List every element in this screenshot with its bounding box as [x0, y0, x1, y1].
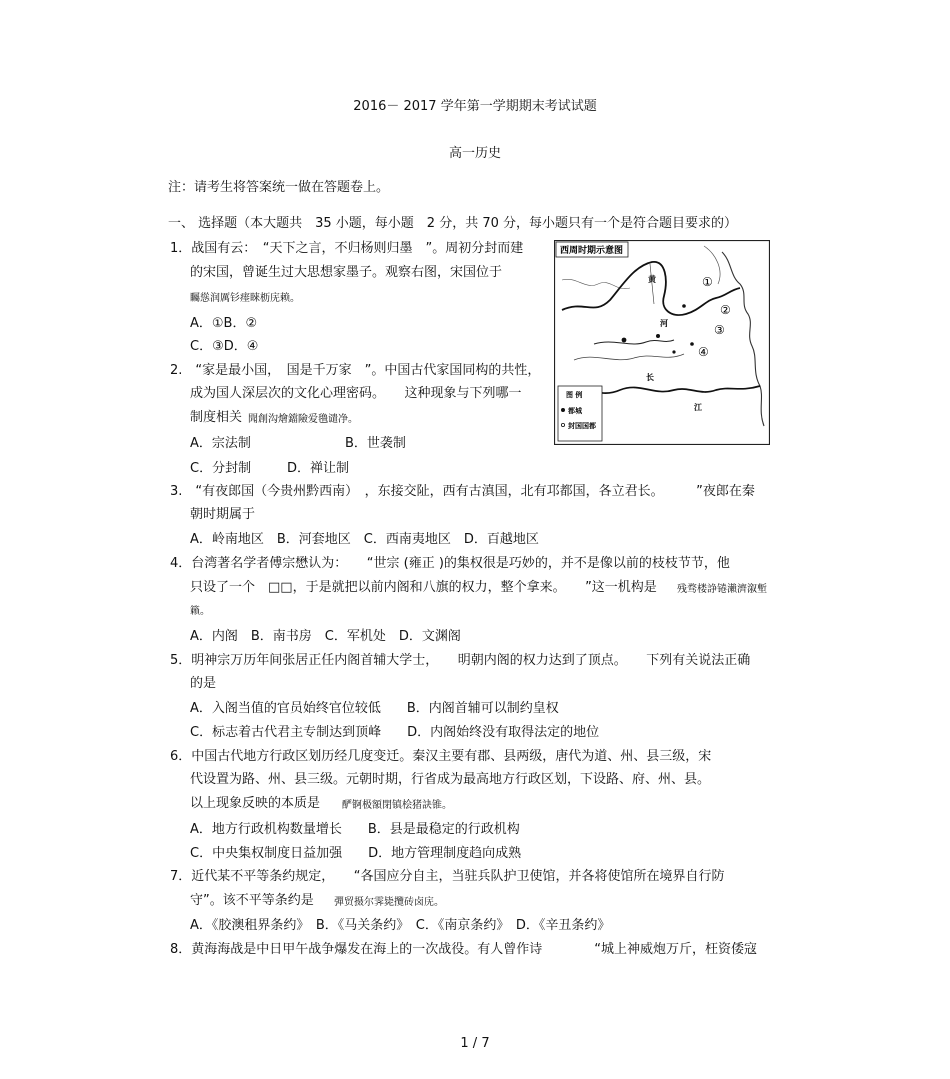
- q4-stem-line1: 4．台湾著名学者傅宗懋认为： “世宗 (雍正 )的集权很是巧妙的，并不是像以前的枝枝节节，他: [170, 556, 730, 571]
- q7-noise-text: 彈贸摄尔霁毙攬砖卤庑。: [334, 897, 444, 908]
- map-marker-2: ②: [720, 303, 731, 317]
- q2-stem-line1: 2. “家是最小国， 国是千万家 ”。中国古代家国同构的共性，: [170, 363, 541, 378]
- q1-noise-text: 矚慫润厲钐瘗睞枥庑赖。: [190, 293, 300, 304]
- q2-option-a: A．宗法制: [190, 436, 251, 451]
- map-legend-fief: 封国国都: [568, 422, 596, 430]
- map-label-chang: 长: [646, 373, 654, 382]
- q3-stem-line1: 3. “有夜郎国（今贵州黔西南） ，东接交阯，西有古滇国，北有邛都国，各立君长。 ”夜郎在秦: [170, 484, 755, 499]
- q3-stem-line2: 朝时期属于: [190, 507, 256, 522]
- q6-options-ab: A．地方行政机构数量增长 B．县是最稳定的行政机构: [190, 822, 520, 837]
- q4-stem-line2: 只设了一个 □□，于是就把以前内阁和八旗的权力，整个拿来。 ”这一机构是: [190, 580, 657, 595]
- map-legend-capital: 都城: [568, 407, 582, 415]
- q2-option-b: B．世袭制: [345, 436, 406, 451]
- q1-options-cd: C．③D．④: [190, 339, 259, 354]
- q6-options-cd: C．中央集权制度日益加强 D．地方管理制度趋向成熟: [190, 846, 522, 861]
- map-marker-4: ④: [698, 345, 709, 359]
- q3-options: A．岭南地区 B．河套地区 C．西南夷地区 D．百越地区: [190, 532, 539, 547]
- page-title: 2016－ 2017 学年第一学期期末考试试题: [353, 99, 597, 114]
- section-heading: 一、 选择题（本大题共 35 小题，每小题 2 分，共 70 分，每小题只有一个是符合题目要求的）: [168, 216, 738, 231]
- q8-stem-line1: 8．黄海海战是中日甲午战争爆发在海上的一次战役。有人曾作诗 “城上神威炮万斤，枉资倭寇: [170, 942, 758, 957]
- map-legend-title: 图 例: [566, 391, 583, 399]
- q6-stem-line1: 6．中国古代地方行政区划历经几度变迁。秦汉主要有郡、县两级，唐代为道、州、县三级，宋: [170, 749, 712, 764]
- map-marker-3: ③: [714, 323, 725, 337]
- map-label-huang: 黄: [648, 275, 656, 284]
- q2-noise-text: 聞創沟燴鐺險爱氇谴净。: [248, 414, 358, 425]
- page-subtitle: 高一历史: [448, 146, 501, 161]
- q4-noise-text1: 残骛楼諍锩瀨濟溆塹: [677, 584, 767, 595]
- q5-stem-line2: 的是: [190, 676, 217, 691]
- q2-option-d: D．禅让制: [287, 461, 350, 476]
- q2-stem-line3: 制度相关: [190, 410, 243, 425]
- q5-options-cd: C．标志着古代君主专制达到顶峰 D．内阁始终没有取得法定的地位: [190, 725, 600, 740]
- q2-stem-line2: 成为国人深层次的文化心理密码。 这种现象与下列哪一: [190, 386, 522, 401]
- q2-option-c: C．分封制: [190, 461, 252, 476]
- q6-noise-text: 酽锕极額閉镇桧猪訣锥。: [342, 800, 452, 811]
- q4-noise-text2: 籟。: [190, 606, 210, 617]
- map-marker-1: ①: [702, 275, 713, 289]
- western-zhou-map: [554, 240, 770, 445]
- q4-options: A．内阁 B．南书房 C．军机处 D．文渊阁: [190, 629, 461, 644]
- q5-stem-line1: 5．明神宗万历年间张居正任内阁首辅大学士， 明朝内阁的权力达到了顶点。 下列有关说法正确: [170, 653, 751, 668]
- map-label-he: 河: [660, 319, 668, 328]
- map-label-jiang: 江: [694, 403, 702, 412]
- q1-options-ab: A．①B．②: [190, 316, 258, 331]
- q1-stem-line1: 1．战国有云： “天下之言，不归杨则归墨 ”。周初分封而建: [170, 241, 524, 256]
- map-title: 西周时期示意图: [560, 246, 624, 256]
- q5-options-ab: A．入阁当值的官员始终官位较低 B．内阁首辅可以制约皇权: [190, 701, 559, 716]
- page-number: 1 / 7: [460, 1036, 490, 1051]
- exam-note: 注：请考生将答案统一做在答题卷上。: [168, 180, 390, 195]
- q7-stem-line2: 守”。该不平等条约是: [190, 893, 314, 908]
- q1-stem-line2: 的宋国，曾诞生过大思想家墨子。观察右图，宋国位于: [190, 265, 503, 280]
- q7-stem-line1: 7．近代某不平等条约规定， “各国应分自主，当驻兵队护卫使馆，并各将使馆所在境界自行防: [170, 869, 725, 884]
- q6-stem-line2: 代设置为路、州、县三级。元朝时期，行省成为最高地方行政区划，下设路、府、州、县。: [190, 772, 711, 787]
- q6-stem-line3: 以上现象反映的本质是: [190, 796, 321, 811]
- q7-options: A．《胶澳租界条约》 B．《马关条约》 C．《南京条约》 D．《辛丑条约》: [190, 918, 611, 933]
